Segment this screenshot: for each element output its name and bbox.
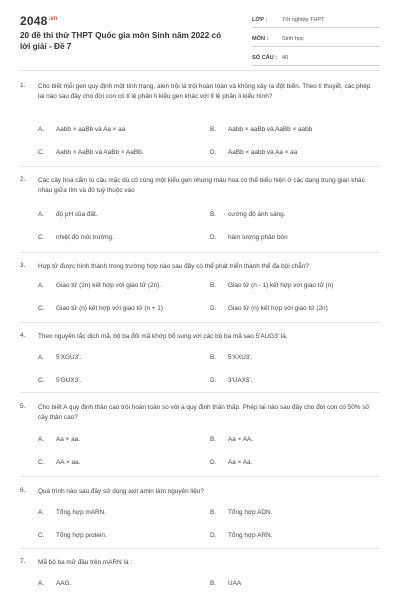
option-c[interactable] (38, 305, 163, 312)
option-b[interactable] (210, 211, 286, 218)
question-text: Các cây hoa cẩm tú cầu mặc dù có cùng một kiểu gen nhưng màu hoa có thể biểu hiện ở các dạng trung gian khác nhau giữa tím và đỏ tuỳ thuộc vào (38, 177, 365, 194)
option-text: Giao tử (n - 1) kết hợp với giao tử (n) (228, 282, 334, 289)
question-divider (20, 252, 380, 253)
option-text: 5'XXU3'. (228, 354, 253, 361)
question-number: 6. (20, 487, 26, 494)
option-c[interactable] (38, 459, 80, 466)
option-b[interactable] (210, 509, 272, 516)
option-text: AA × aa. (56, 459, 81, 466)
option-letter: D. (210, 234, 217, 241)
option-text: hàm lượng phân bón (228, 234, 288, 241)
option-d[interactable] (210, 234, 288, 241)
question-number: 5. (20, 403, 26, 410)
option-letter: A. (38, 436, 45, 443)
option-text: Aa × Aa. (228, 459, 253, 466)
meta-row-class (252, 12, 380, 28)
question-text: Hợp tử được hình thành trong trường hợp nào sau đây có thể phát triển thành thể đa bội chẵn? (38, 263, 309, 270)
option-b[interactable] (210, 282, 333, 289)
option-b[interactable] (210, 580, 241, 587)
question-text: Cho biết mỗi gen quy định một tính trạng, alen trội là trội hoàn toàn và không xảy ra đột biến. Theo lí thuyết, các phép lai nào sau đây cho đời con có tỉ lệ phân li kiểu gen khác với tỉ lệ phân li kiểu hình? (38, 83, 371, 100)
option-text: Giao tử (2n) kết hợp với giao tử (2n) . (56, 282, 163, 289)
option-letter: A. (38, 509, 45, 516)
option-letter: D. (210, 532, 217, 539)
option-a[interactable] (38, 282, 163, 289)
option-letter: B. (210, 580, 217, 587)
option-a[interactable] (38, 126, 125, 133)
option-letter: B. (210, 354, 217, 361)
option-text: Tổng hợp mARN. (56, 509, 107, 516)
option-text: AAG. (56, 580, 72, 587)
option-letter: A. (38, 580, 45, 587)
option-letter: C. (38, 305, 45, 312)
option-a[interactable] (38, 436, 80, 443)
option-letter: A. (38, 354, 45, 361)
option-d[interactable] (210, 149, 297, 156)
meta-value: 40 (282, 54, 289, 61)
meta-key: MÔN : (252, 35, 269, 42)
option-letter: C. (38, 459, 45, 466)
option-letter: B. (210, 211, 217, 218)
logo-text: 2048 (20, 14, 48, 28)
question-number: 7. (20, 558, 26, 565)
option-text: nhiệt độ môi trường. (56, 234, 114, 241)
option-text: Tổng hợp ADN. (228, 509, 273, 516)
question-text: Mã bộ ba mở đầu trên mARN là : (38, 559, 133, 566)
option-a[interactable] (38, 211, 98, 218)
option-letter: D. (210, 377, 217, 384)
meta-row-count (252, 50, 380, 66)
option-letter: B. (210, 282, 217, 289)
question-divider (20, 166, 380, 167)
question-text: Cho biết A quy định thân cao trội hoàn toàn so với a quy định thân thấp. Phép lai nào sau đây cho đời con có 50% số cây thân cao? (38, 404, 369, 421)
option-text: Aabb × aaBb và Aa × aa (56, 126, 126, 133)
option-letter: C. (38, 234, 45, 241)
option-text: Aa × aa. (56, 436, 80, 443)
option-letter: C. (38, 377, 45, 384)
option-letter: D. (210, 149, 217, 156)
question-number: 2. (20, 176, 26, 183)
meta-row-subject (252, 31, 380, 47)
exam-title: 20 đề thi thử THPT Quốc gia môn Sinh năm 2022 có lời giải - Đề 7 (20, 31, 222, 51)
option-c[interactable] (38, 377, 81, 384)
option-letter: B. (210, 126, 217, 133)
option-letter: C. (38, 532, 45, 539)
option-letter: B. (210, 436, 217, 443)
question-divider (20, 548, 380, 549)
option-b[interactable] (210, 126, 312, 133)
option-b[interactable] (210, 354, 252, 361)
option-a[interactable] (38, 509, 106, 516)
meta-key: SỐ CÂU : (252, 54, 278, 61)
question-number: 1. (20, 82, 26, 89)
question-divider (20, 476, 380, 477)
header-divider (20, 70, 380, 71)
option-text: Giao tử (n) kết hợp với giao tử (n + 1) (56, 305, 163, 312)
option-text: Aabb × aaBb và AaBb × aabb (228, 126, 313, 133)
option-c[interactable] (38, 149, 143, 156)
option-text: Giao tử (n) kết hợp với giao tử (2n) (228, 305, 328, 312)
option-text: Aabb × AaBb và AaBb × AaBb. (56, 149, 144, 156)
option-letter: A. (38, 126, 45, 133)
option-d[interactable] (210, 459, 252, 466)
option-a[interactable] (38, 580, 71, 587)
option-a[interactable] (38, 354, 81, 361)
option-d[interactable] (210, 532, 272, 539)
option-d[interactable] (210, 305, 328, 312)
option-text: Aa × AA. (228, 436, 254, 443)
option-letter: A. (38, 211, 45, 218)
option-letter: B. (210, 509, 217, 516)
option-c[interactable] (38, 234, 114, 241)
meta-value: Tốt nghiệp THPT (282, 16, 325, 23)
question-divider (20, 392, 380, 393)
option-b[interactable] (210, 436, 253, 443)
option-letter: D. (210, 305, 217, 312)
meta-key: LỚP : (252, 16, 268, 23)
option-c[interactable] (38, 532, 107, 539)
option-text: AaBb × aabb và Aa × aa (228, 149, 298, 156)
option-text: độ pH của đất. (56, 211, 98, 218)
question-number: 4. (20, 332, 26, 339)
option-letter: D. (210, 459, 217, 466)
exam-header (0, 0, 400, 70)
option-text: Tổng hợp protein. (56, 532, 107, 539)
question-text: Theo nguyên tắc dịch mã, bộ ba đối mã khớp bổ sung với các bộ ba mã sao 5'AUG3' là. (38, 333, 288, 340)
site-logo[interactable] (20, 14, 58, 28)
option-text: UAA (228, 580, 242, 587)
option-d[interactable] (210, 377, 252, 384)
option-text: cường độ ánh sáng. (228, 211, 286, 218)
question-divider (20, 322, 380, 323)
option-text: 5'GUX3'. (56, 377, 82, 384)
meta-value: Sinh học (282, 35, 304, 42)
logo-suffix: .vn (48, 16, 58, 22)
option-letter: A. (38, 282, 45, 289)
option-text: 3'UAX5'. (228, 377, 253, 384)
option-text: Tổng hợp ARN. (228, 532, 273, 539)
option-text: 5'XGU3'. (56, 354, 82, 361)
question-text: Quá trình nào sau đây sử dụng axit amin làm nguyên liệu? (38, 488, 204, 495)
question-number: 3. (20, 262, 26, 269)
exam-meta (252, 12, 380, 69)
option-letter: C. (38, 149, 45, 156)
